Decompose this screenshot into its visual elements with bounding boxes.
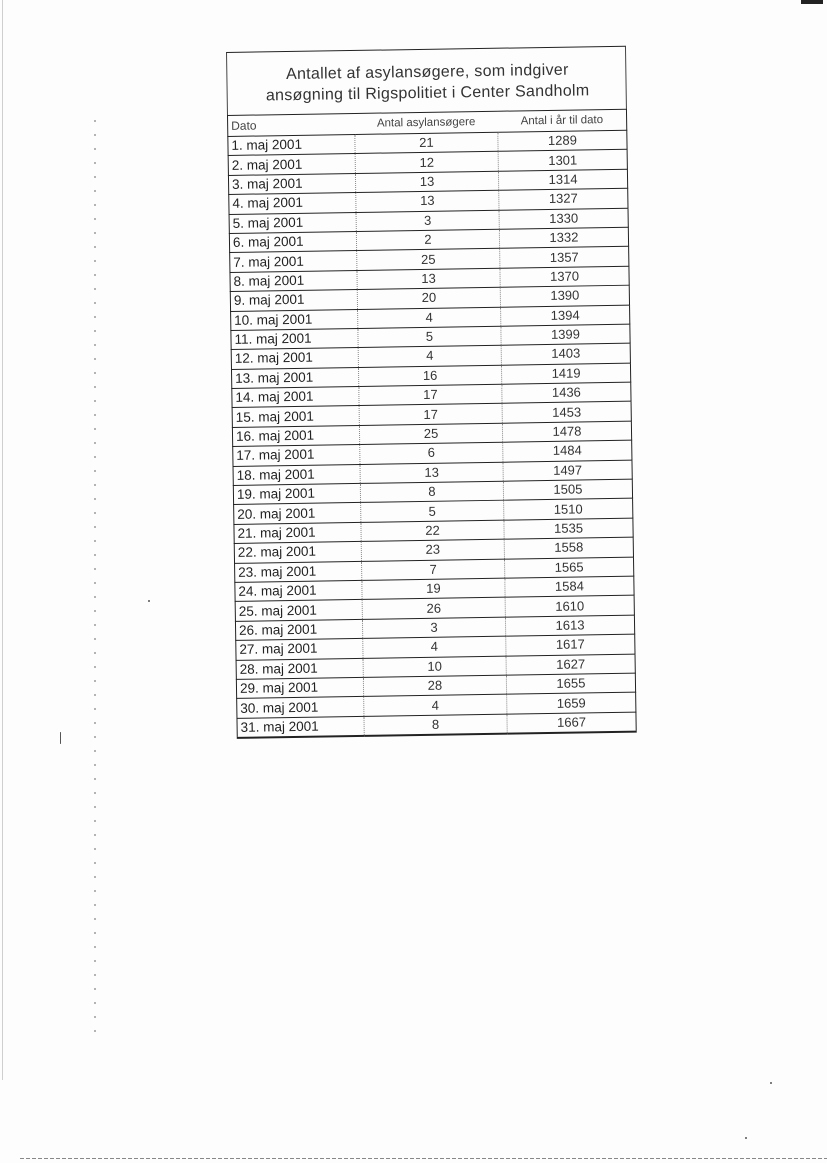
document-title-line-1: Antallet af asylansøgere, som indgiver	[285, 61, 569, 84]
row-total-cell: 1332	[499, 227, 628, 248]
row-date-cell: 1. maj 2001	[228, 134, 355, 155]
column-header-count: Antal asylansøgere	[354, 111, 497, 134]
column-header-date: Dato	[227, 113, 354, 136]
row-date-cell: 10. maj 2001	[231, 309, 358, 330]
row-count-cell: 4	[358, 346, 501, 368]
row-date-cell: 25. maj 2001	[235, 600, 362, 621]
row-date-cell: 30. maj 2001	[237, 697, 364, 718]
row-total-cell: 1403	[501, 343, 630, 364]
row-date-cell: 5. maj 2001	[229, 212, 356, 233]
row-count-cell: 6	[360, 442, 503, 464]
row-total-cell: 1584	[505, 576, 634, 597]
row-total-cell: 1394	[501, 305, 630, 326]
row-total-cell: 1357	[500, 247, 629, 268]
row-count-cell: 4	[358, 307, 501, 329]
row-date-cell: 16. maj 2001	[232, 425, 359, 446]
row-count-cell: 8	[364, 714, 507, 736]
row-count-cell: 13	[355, 171, 498, 193]
scan-speck	[60, 732, 61, 744]
scan-margin-dots	[94, 120, 96, 1040]
row-total-cell: 1301	[498, 150, 627, 171]
row-total-cell: 1655	[506, 673, 635, 694]
row-total-cell: 1667	[507, 712, 636, 734]
row-date-cell: 19. maj 2001	[233, 483, 360, 504]
row-total-cell: 1419	[501, 363, 630, 384]
applications-table	[227, 109, 637, 739]
row-count-cell: 3	[362, 617, 505, 639]
row-count-cell: 19	[362, 578, 505, 600]
row-date-cell: 7. maj 2001	[230, 251, 357, 272]
row-count-cell: 4	[364, 694, 507, 716]
row-count-cell: 20	[357, 287, 500, 309]
row-total-cell: 1613	[505, 615, 634, 636]
row-total-cell: 1565	[504, 557, 633, 578]
row-count-cell: 25	[359, 423, 502, 445]
row-total-cell: 1617	[506, 634, 635, 655]
row-date-cell: 4. maj 2001	[229, 193, 356, 214]
row-date-cell: 2. maj 2001	[228, 154, 355, 175]
row-count-cell: 7	[362, 559, 505, 581]
row-total-cell: 1370	[500, 266, 629, 287]
row-date-cell: 24. maj 2001	[235, 580, 362, 601]
row-date-cell: 12. maj 2001	[231, 348, 358, 369]
row-count-cell: 28	[363, 675, 506, 697]
row-date-cell: 31. maj 2001	[237, 716, 364, 738]
row-count-cell: 17	[359, 404, 502, 426]
row-total-cell: 1610	[505, 596, 634, 617]
row-count-cell: 2	[356, 229, 499, 251]
row-count-cell: 23	[361, 539, 504, 561]
row-total-cell: 1327	[499, 188, 628, 209]
row-date-cell: 3. maj 2001	[228, 173, 355, 194]
row-count-cell: 3	[356, 210, 499, 232]
scan-corner-mark	[801, 0, 823, 4]
scan-speck	[148, 600, 150, 602]
row-total-cell: 1484	[503, 440, 632, 461]
row-total-cell: 1558	[504, 537, 633, 558]
row-total-cell: 1453	[502, 402, 631, 423]
row-date-cell: 20. maj 2001	[234, 503, 361, 524]
row-count-cell: 26	[362, 598, 505, 620]
row-total-cell: 1659	[507, 692, 636, 713]
scan-speck	[745, 1137, 747, 1139]
row-date-cell: 27. maj 2001	[236, 639, 363, 660]
row-count-cell: 5	[361, 501, 504, 523]
scan-speck	[770, 1082, 772, 1084]
row-count-cell: 8	[360, 481, 503, 503]
row-total-cell: 1436	[502, 382, 631, 403]
row-count-cell: 13	[357, 268, 500, 290]
row-count-cell: 22	[361, 520, 504, 542]
row-date-cell: 29. maj 2001	[236, 677, 363, 698]
row-total-cell: 1535	[504, 518, 633, 539]
row-date-cell: 13. maj 2001	[231, 367, 358, 388]
table-body	[228, 130, 636, 738]
row-count-cell: 5	[358, 326, 501, 348]
row-count-cell: 10	[363, 656, 506, 678]
document-title	[226, 46, 627, 115]
row-date-cell: 21. maj 2001	[234, 522, 361, 543]
scan-margin-line	[2, 0, 3, 1080]
row-total-cell: 1289	[498, 130, 627, 151]
document-title-line-2: ansøgning til Rigspolitiet i Center Sandholm	[265, 82, 590, 105]
row-count-cell: 4	[363, 636, 506, 658]
row-date-cell: 23. maj 2001	[235, 561, 362, 582]
row-date-cell: 8. maj 2001	[230, 270, 357, 291]
row-date-cell: 11. maj 2001	[231, 328, 358, 349]
row-total-cell: 1330	[499, 208, 628, 229]
row-date-cell: 15. maj 2001	[232, 406, 359, 427]
row-count-cell: 25	[357, 249, 500, 271]
row-count-cell: 16	[358, 365, 501, 387]
row-count-cell: 21	[355, 132, 498, 154]
row-total-cell: 1478	[502, 421, 631, 442]
row-date-cell: 6. maj 2001	[229, 231, 356, 252]
row-total-cell: 1399	[501, 324, 630, 345]
row-date-cell: 9. maj 2001	[230, 290, 357, 311]
row-date-cell: 14. maj 2001	[232, 387, 359, 408]
row-total-cell: 1314	[498, 169, 627, 190]
row-total-cell: 1627	[506, 654, 635, 675]
row-count-cell: 13	[360, 462, 503, 484]
row-total-cell: 1505	[503, 479, 632, 500]
row-date-cell: 22. maj 2001	[234, 542, 361, 563]
column-header-total: Antal i år til dato	[497, 109, 626, 132]
row-total-cell: 1497	[503, 460, 632, 481]
row-count-cell: 13	[356, 190, 499, 212]
row-count-cell: 17	[359, 384, 502, 406]
row-total-cell: 1510	[504, 499, 633, 520]
row-total-cell: 1390	[500, 285, 629, 306]
row-count-cell: 12	[355, 152, 498, 174]
row-date-cell: 17. maj 2001	[233, 445, 360, 466]
row-date-cell: 26. maj 2001	[235, 619, 362, 640]
scan-bottom-line	[20, 1158, 827, 1159]
asylum-applications-document	[226, 46, 637, 739]
row-date-cell: 18. maj 2001	[233, 464, 360, 485]
row-date-cell: 28. maj 2001	[236, 658, 363, 679]
